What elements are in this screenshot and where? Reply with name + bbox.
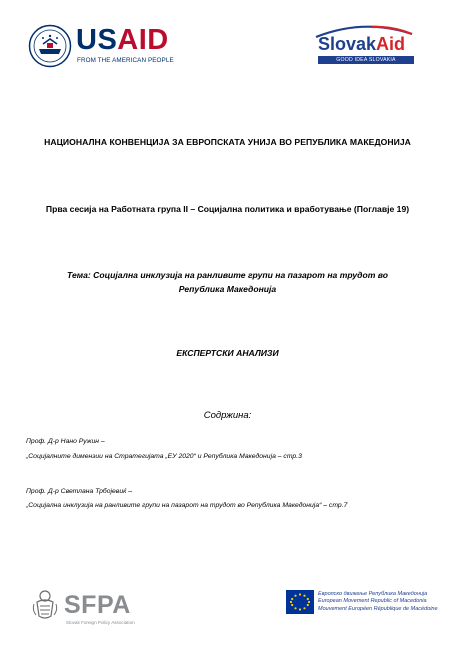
slovakaid-wordmark: SlovakAid <box>318 34 406 54</box>
entry-author-2: Проф. Д-р Светлана Трбојевиќ – <box>26 488 133 495</box>
sfpa-emblem-icon <box>32 588 58 622</box>
emr-line-en: European Movement Republic of Macedonia <box>318 598 427 605</box>
slovakaid-tagline: GOOD IDEA SLOVAKIA <box>318 56 414 64</box>
eu-flag-icon <box>286 590 314 614</box>
contents-heading: Содржина: <box>203 410 252 421</box>
sfpa-tagline: Slovak Foreign Policy Association <box>66 620 135 625</box>
session-heading: Прва сесија на Работната група II – Социјална политика и вработување (Поглавје 19) <box>45 204 410 214</box>
sfpa-logo <box>32 588 162 630</box>
emr-line-mk: Европско движење Република Македонија <box>318 591 428 597</box>
document-title: НАЦИОНАЛНА КОНВЕНЦИЈА ЗА ЕВРОПСКАТА УНИЈА ВО РЕПУБЛИКА МАКЕДОНИЈА <box>44 137 411 147</box>
theme-line-1: Тема: Социјална инклузија на ранливите групи на пазарот на трудот во <box>67 270 388 280</box>
theme-line-2: Република Македонија <box>178 284 277 294</box>
european-movement-names <box>318 591 438 613</box>
european-movement-logo <box>286 590 436 618</box>
entry-work-2: „Социјална инклузија на ранливите групи на пазарот на трудот во Република Македонија“ – стр.7 <box>26 502 348 509</box>
theme-heading <box>40 268 415 296</box>
usaid-tagline: FROM THE AMERICAN PEOPLE <box>77 57 174 64</box>
emr-line-fr: Mouvement Européen République de Macédoine <box>318 605 438 612</box>
expert-analyses-heading: ЕКСПЕРТСКИ АНАЛИЗИ <box>176 348 279 358</box>
entry-author-1: Проф. Д-р Нано Ружин – <box>26 438 105 445</box>
usaid-logo <box>28 24 174 68</box>
usaid-wordmark: USAID <box>76 24 169 56</box>
usaid-seal-icon <box>28 24 72 68</box>
sfpa-wordmark: SFPA <box>64 591 131 619</box>
slovakaid-logo <box>308 24 418 68</box>
entry-work-1: „Социјалните димензии на Стратегијата „ЕУ 2020“ и Република Македонија – стр.3 <box>26 453 302 460</box>
